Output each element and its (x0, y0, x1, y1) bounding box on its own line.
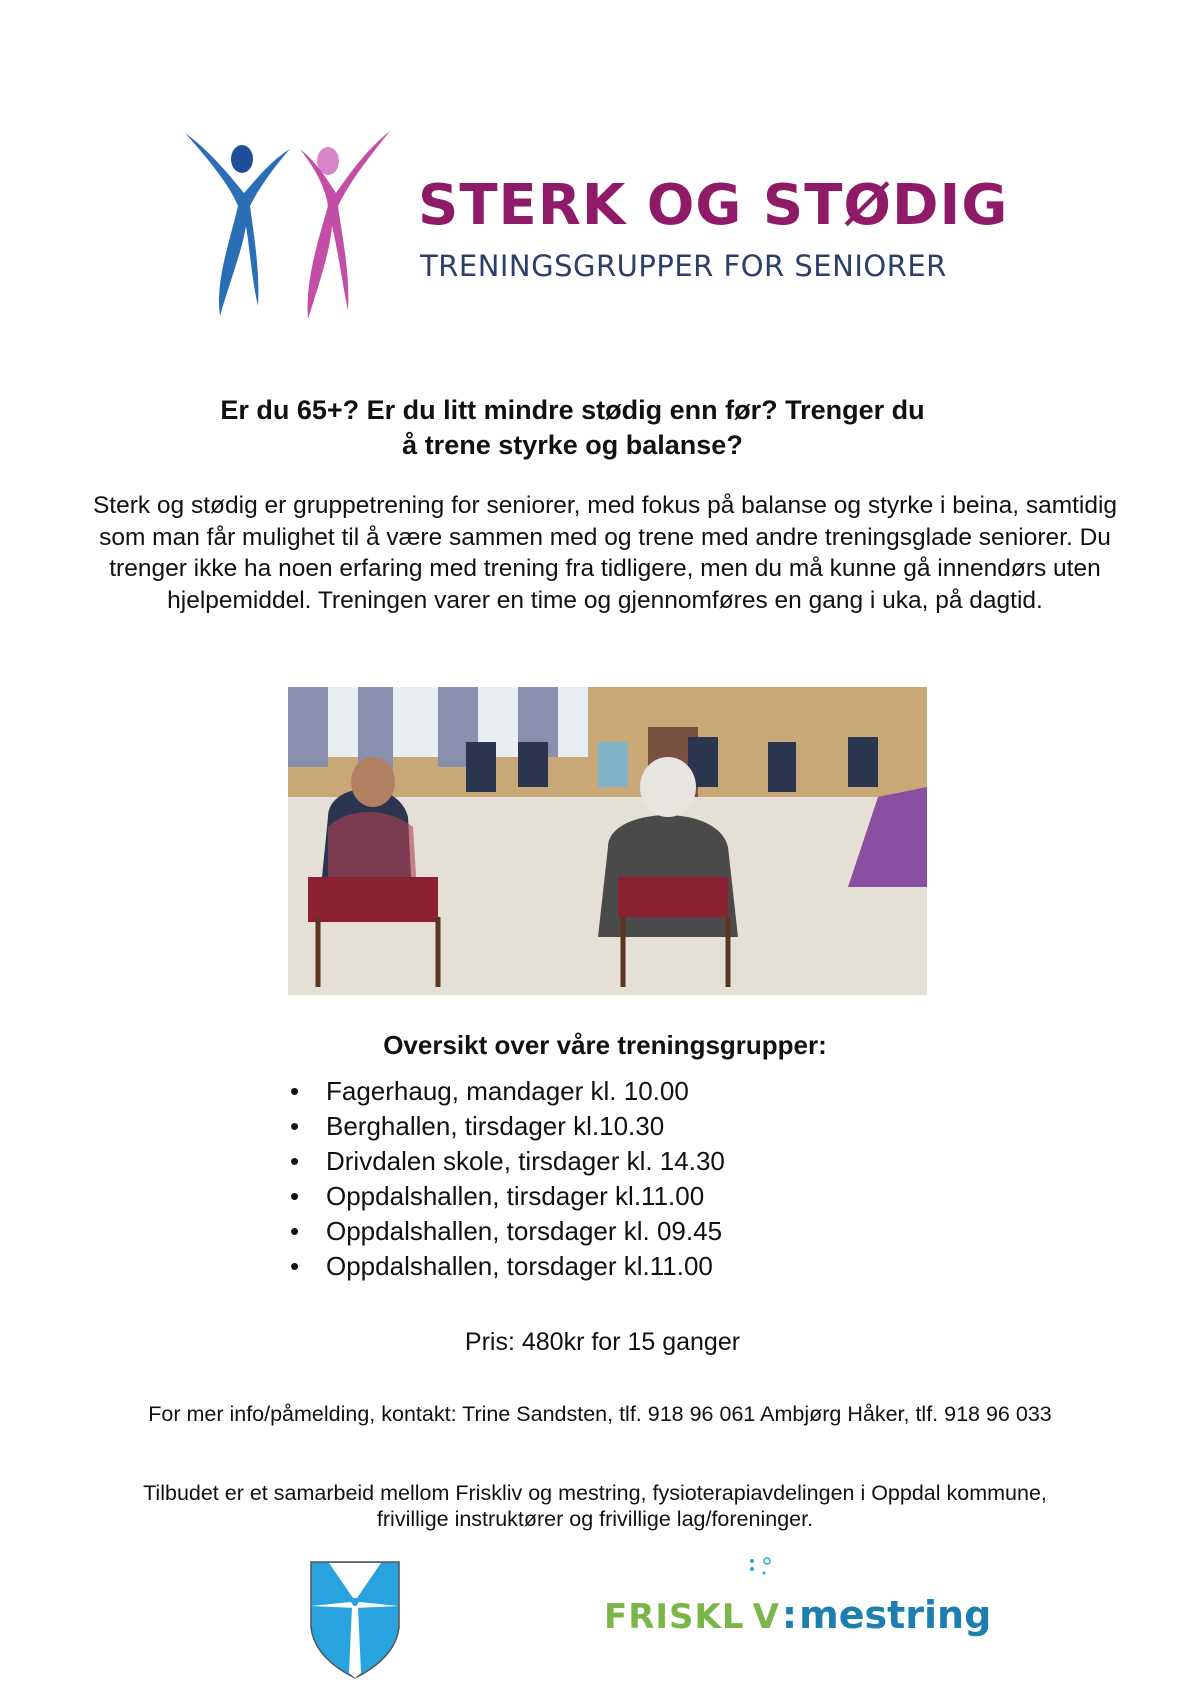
overview-title: Oversikt over våre treningsgrupper: (383, 1030, 827, 1060)
bullet-icon: • (290, 1251, 300, 1281)
friskliv-wordmark (604, 1593, 991, 1637)
group-label: Fagerhaug, mandager kl. 10.00 (326, 1076, 689, 1106)
group-label: Drivdalen skole, tirsdager kl. 14.30 (326, 1146, 725, 1176)
friskliv-part-1: FRISKL (604, 1597, 745, 1637)
intro-paragraph: Sterk og stødig er gruppetrening for seniorer, med fokus på balanse og styrke i beina, samtidig som man får mulighet til å være sammen med og trene med andre treningsglade seniorer. Du trenger ikke ha noen erfaring med trening fra tidligere, men du må kunne gå innendørs uten hjelpemiddel. Treningen varer en time og gjennomføres en gang i uka, på dagtid. (92, 492, 1118, 614)
bullet-icon: • (290, 1076, 300, 1106)
heading-line-2: å trene styrke og balanse? (402, 430, 743, 460)
dots-icon (740, 1555, 800, 1595)
group-label: Berghallen, tirsdager kl.10.30 (326, 1111, 665, 1141)
friskliv-og-mestring-logo (600, 1555, 1040, 1645)
friskliv-part-2: V (752, 1597, 780, 1637)
cooperation-line-1: Tilbudet er et samarbeid mellom Friskliv og mestring, fysioterapiavdelingen i Oppdal kommune, (143, 1481, 1047, 1505)
group-label: Oppdalshallen, tirsdager kl.11.00 (326, 1181, 705, 1211)
list-item (290, 1109, 725, 1144)
cooperation-line-2: frivillige instruktører og frivillige lag/foreninger. (376, 1507, 814, 1531)
mestring-part: mestring (799, 1593, 992, 1637)
list-item (290, 1249, 725, 1284)
bullet-icon: • (290, 1146, 300, 1176)
training-group-photo (288, 687, 927, 995)
friskliv-text (604, 1597, 780, 1637)
logo-title: STERK OG STØDIG (418, 173, 1009, 238)
page-heading (100, 393, 1045, 463)
bullet-icon: • (290, 1216, 300, 1246)
list-item (290, 1144, 725, 1179)
mestring-text: :mestring (781, 1593, 992, 1637)
heading-line-1: Er du 65+? Er du litt mindre stødig enn før? Trenger du (220, 395, 925, 425)
price-text: Pris: 480kr for 15 ganger (464, 1328, 741, 1356)
list-item (290, 1179, 725, 1214)
bullet-icon: • (290, 1111, 300, 1141)
group-label: Oppdalshallen, torsdager kl. 09.45 (326, 1216, 723, 1246)
group-label: Oppdalshallen, torsdager kl.11.00 (326, 1251, 713, 1281)
logo-subtitle: TRENINGSGRUPPER FOR SENIORER (420, 249, 947, 283)
list-item (290, 1214, 725, 1249)
oppdal-kommune-shield-icon (305, 1558, 405, 1680)
contact-info: For mer info/påmelding, kontakt: Trine Sandsten, tlf. 918 96 061 Ambjørg Håker, tlf. 918 96 033 (148, 1402, 1052, 1426)
training-groups-list (290, 1074, 725, 1284)
sterk-og-stodig-logo (180, 131, 1009, 321)
bullet-icon: • (290, 1181, 300, 1211)
figures-icon (180, 131, 410, 321)
cooperation-text (60, 1480, 1130, 1532)
list-item (290, 1074, 725, 1109)
